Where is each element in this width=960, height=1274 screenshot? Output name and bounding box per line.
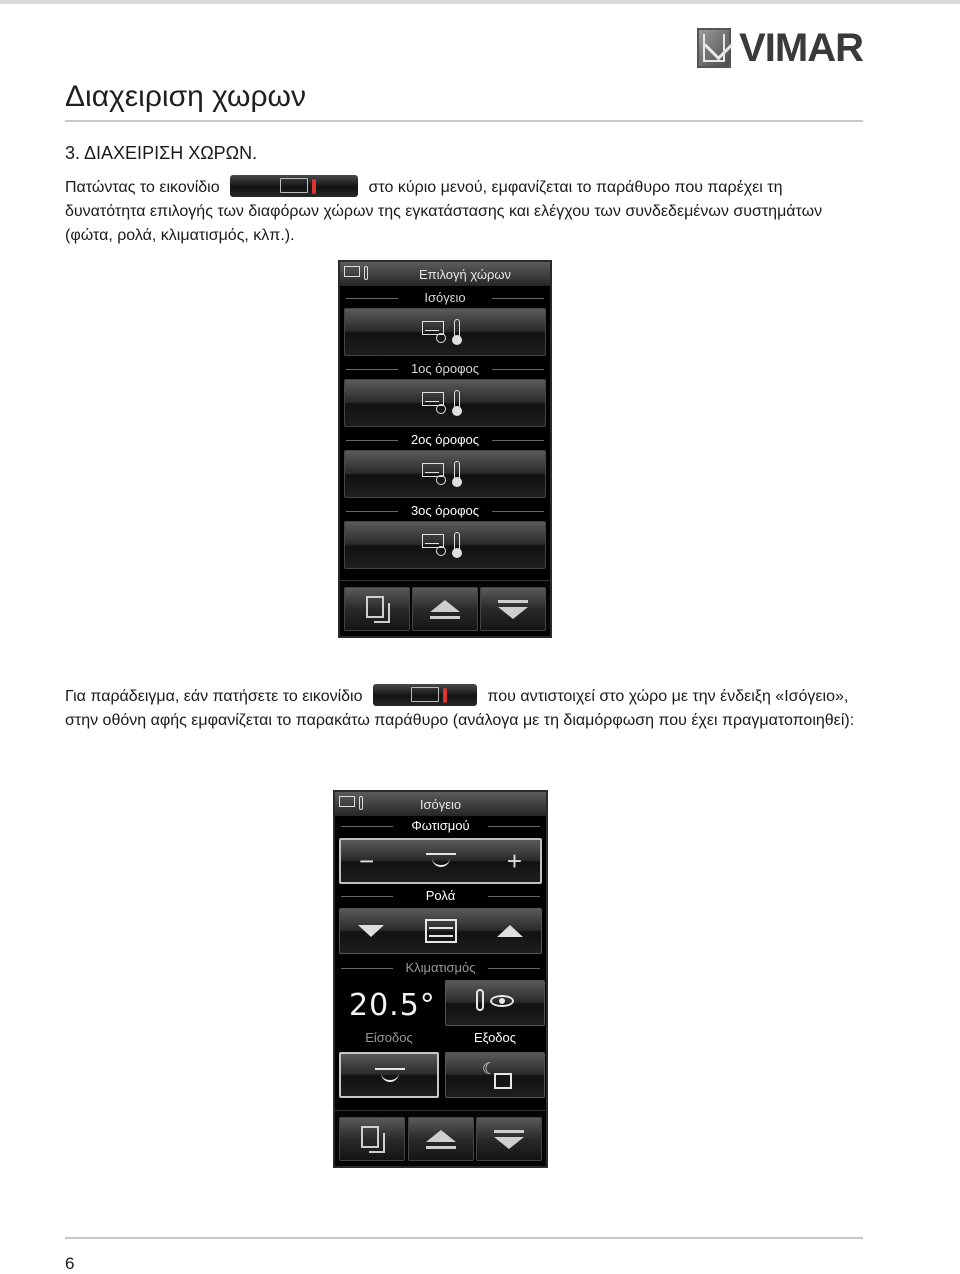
scroll-down-button[interactable] (476, 1117, 542, 1161)
example-paragraph (65, 685, 863, 733)
room-icon (422, 461, 468, 489)
rooms-menu-icon (230, 175, 358, 197)
shutter-down-button[interactable] (358, 925, 384, 937)
scroll-down-button[interactable] (480, 587, 546, 631)
rooms-icon (344, 266, 372, 282)
navigation-bar (335, 1110, 546, 1166)
footer-divider (65, 1237, 863, 1239)
floor-button-2[interactable] (344, 450, 546, 498)
navigation-bar (340, 580, 550, 636)
intro-paragraph (65, 176, 863, 248)
pages-icon (361, 1126, 383, 1152)
page-title: Διαχειριση χωρων (65, 80, 306, 113)
floor-label: 2ος όροφος (340, 430, 550, 450)
vimar-logo (697, 28, 863, 68)
section-heading: 3. ΔΙΑΧΕΙΡΙΣΗ ΧΩΡΩΝ. (65, 143, 258, 163)
screen-header (335, 792, 546, 816)
screen-title: Επιλογή χώρων (418, 266, 512, 282)
room-icon (422, 532, 468, 560)
floor-button-1[interactable] (344, 379, 546, 427)
page-number: 6 (65, 1254, 75, 1273)
room-icon (422, 390, 468, 418)
entry-label: Είσοδος (365, 1030, 413, 1045)
floor-label: Ισόγειο (340, 288, 550, 308)
arrow-up-icon (426, 1130, 456, 1149)
entry-scene-button[interactable] (339, 1052, 439, 1098)
floor-button-3[interactable] (344, 521, 546, 569)
room-icon (422, 319, 468, 347)
intro-text-start: Πατώντας το εικονίδιο (65, 179, 220, 196)
scroll-up-button[interactable] (408, 1117, 474, 1161)
light-on-icon (375, 1066, 407, 1086)
shutter-control (339, 908, 542, 954)
scroll-up-button[interactable] (412, 587, 478, 631)
arrow-down-icon (498, 600, 528, 619)
dim-down-button[interactable]: − (359, 845, 375, 876)
arrow-up-icon (430, 600, 460, 619)
pages-button[interactable] (339, 1117, 405, 1161)
exit-label: Εξοδος (473, 1030, 517, 1045)
example-text-start: Για παράδειγμα, εάν πατήσετε το εικονίδιο (65, 688, 363, 705)
room-icon (373, 684, 477, 706)
shutter-icon (425, 919, 457, 943)
example-text-end: που αντιστοιχεί στο χώρο με την ένδειξη «Ισόγειο», στην οθόνη αφής εμφανίζεται το παρακάτω παράθυρο (ανάλογα με τη διαμόρφωση που έχει πραγματοποιηθεί): (65, 688, 855, 729)
intro-text-end: στο κύριο μενού, εμφανίζεται το παράθυρο που παρέχει τη δυνατότητα επιλογής των διαφόρων χώρων της εγκατάστασης και ελέγχου των συνδεδεμένων συστημάτων (φώτα, ρολά, κλιματισμός, κλπ.). (65, 179, 823, 244)
lighting-control (339, 838, 542, 884)
floor-label: 3ος όροφος (340, 501, 550, 521)
floor-label: 1ος όροφος (340, 359, 550, 379)
brand-name: VIMAR (739, 26, 863, 70)
thermometer-eye-icon (476, 989, 516, 1017)
moon-house-icon: ☾ (482, 1059, 514, 1093)
pages-icon (366, 596, 388, 622)
climate-label: Κλιματισμός (335, 958, 546, 978)
climate-view-button[interactable] (445, 980, 545, 1026)
shutter-up-button[interactable] (497, 925, 523, 937)
exit-scene-button[interactable] (445, 1052, 545, 1098)
temperature-readout: 20.5° (349, 988, 436, 1023)
floor-button-ground[interactable] (344, 308, 546, 356)
pages-button[interactable] (344, 587, 410, 631)
vimar-logo-icon (697, 28, 731, 68)
screen-header (340, 262, 550, 286)
lighting-label: Φωτισμού (335, 816, 546, 836)
screen-title: Ισόγειο (419, 796, 462, 812)
ceiling-lamp-icon[interactable] (426, 851, 456, 871)
room-control-screen (333, 790, 548, 1168)
arrow-down-icon (494, 1130, 524, 1149)
divider (65, 120, 863, 122)
dim-up-button[interactable]: + (506, 845, 522, 876)
shutters-label: Ρολά (335, 886, 546, 906)
room-selection-screen (338, 260, 552, 638)
top-rule (0, 0, 960, 4)
